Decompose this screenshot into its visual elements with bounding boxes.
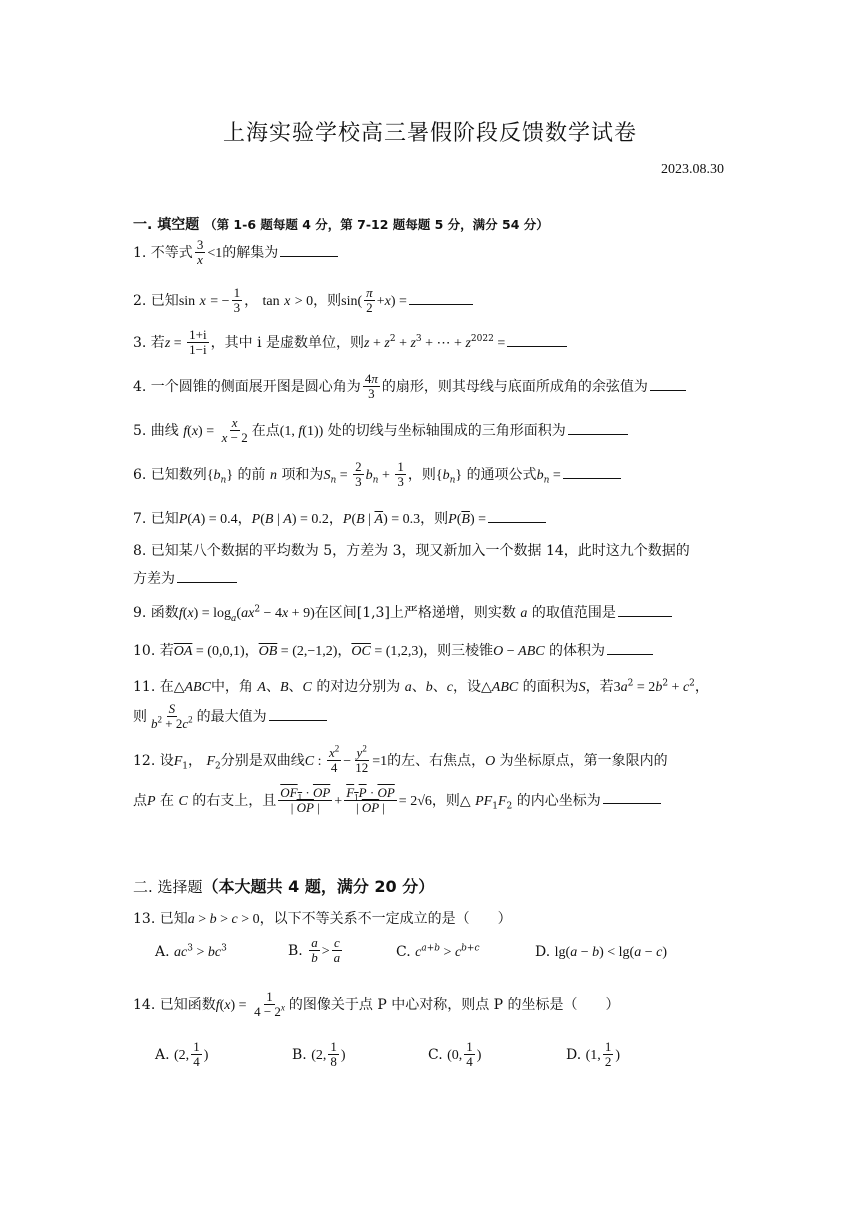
section2-title: 二. 选择题 (133, 878, 203, 896)
question-1: 1. 不等式 $\frac{3}{x}$ <1的解集为 (133, 238, 338, 268)
option-14-d[interactable]: D. (1, $\frac{1}{2}$ ) (566, 1039, 620, 1070)
section2-heading (133, 874, 434, 897)
answer-blank[interactable] (607, 654, 653, 655)
question-2: 2. 已知sin x = − $\frac{1}{3}$ ， tan x > 0，则sin( $\frac{\pi}{2}$ +x) = (133, 286, 473, 316)
question-6: 6. 已知数列$\{b_n\}$ 的前 n 项和为$S_n$ = $\frac{2}{3}$ $b_n$ + $\frac{1}{3}$ ，则$\{b_n\}$ 的通项公式$b_n$ = (133, 460, 621, 490)
answer-blank[interactable] (488, 522, 546, 523)
page-title: 上海实验学校高三暑假阶段反馈数学试卷 (222, 121, 637, 146)
question-3: 3. 若z = $\frac{1+i}{1-i}$ ，其中 i 是虚数单位，则$z + z^2 + z^3$ + ⋯ + $z^{2022}$ = (133, 328, 567, 358)
answer-blank[interactable] (269, 720, 327, 721)
answer-blank[interactable] (507, 346, 567, 347)
answer-blank[interactable] (650, 390, 686, 391)
question-10: 10. 若$\overline{OA} = (0,0,1)$，$\overline{OB} = (2,-1,2)$，$\overline{OC} = (1,2,3)$，则三棱锥O − ABC 的体积为 (133, 640, 653, 660)
option-13-d[interactable]: D. lg(a − b) < lg(a − c) (535, 944, 668, 960)
question-8: 8. 已知某八个数据的平均数为 5，方差为 3，现又新加入一个数据 14，此时这九个数据的 方差为 (133, 543, 690, 587)
question-4: 4. 一个圆锥的侧面展开图是圆心角为 $\frac{4\pi}{3}$ 的扇形，则其母线与底面所成角的余弦值为 (133, 372, 686, 402)
exam-date: 2023.08.30 (661, 162, 724, 177)
option-14-b[interactable]: B. (2, $\frac{1}{8}$ ) (292, 1039, 346, 1070)
option-14-a[interactable]: A. (2, $\frac{1}{4}$ ) (155, 1039, 209, 1070)
question-12: 12. 设$F_1$， $F_2$分别是双曲线C : $\frac{x^2}{4}$ − $\frac{y^2}{12}$ =1的左、右焦点，O 为坐标原点，第一象限内的 点P 在 C 的右支上，且 $\frac{OF_1 \cdot \overline{OP}}{| \overline{OP} |}$ + $\frac{F_1P \cdot \overline{OP}}{| \overline{OP} |}$ = 2√6，则△ $PF_1F_2$ 的内心坐标为 (133, 743, 668, 815)
section1-heading (133, 214, 549, 234)
question-14: 14. 已知函数f(x) = $\frac{1}{4 - 2^x}$ 的图像关于点 P 中心对称，则点 P 的坐标是（ ） (133, 989, 620, 1020)
answer-blank[interactable] (618, 616, 672, 617)
answer-blank[interactable] (563, 478, 621, 479)
section1-title: 一. 填空题 (133, 217, 200, 233)
answer-blank[interactable] (568, 434, 628, 435)
question-7: 7. 已知P(A) = 0.4，P(B | A) = 0.2，P(B | $\overline{A}) = 0.3$，则$P(\overline{B})$ = (133, 508, 546, 528)
answer-blank[interactable] (603, 803, 661, 804)
answer-blank[interactable] (177, 582, 237, 583)
question-5: 5. 曲线 f(x) = $\frac{x}{x - 2}$ 在点(1, f(1)) 处的切线与坐标轴围成的三角形面积为 (133, 416, 628, 446)
answer-blank[interactable] (280, 256, 338, 257)
option-13-b[interactable]: B. $\frac{a}{b}$ > $\frac{c}{a}$ (288, 935, 341, 966)
answer-blank[interactable] (409, 304, 473, 305)
option-14-c[interactable]: C. (0, $\frac{1}{4}$ ) (428, 1039, 482, 1070)
option-13-c[interactable]: C. $c^{a+b} > c^{b+c}$ (396, 943, 480, 960)
section1-note: （第 1-6 题每题 4 分，第 7-12 题每题 5 分，满分 54 分） (204, 217, 549, 232)
option-13-a[interactable]: A. $ac^3 > bc^3$ (155, 943, 227, 960)
question-11: 11. 在△ABC中，角 A、B、C 的对边分别为 a、b、c，设△ABC 的面积为S，若$3a^2 = 2b^2 + c^2$， 则 $\frac{S}{b^2 + 2c^2}$ 的最大值为 (133, 678, 709, 732)
question-9: 9. 函数$f(x) = \log_a(ax^2 - 4x + 9)$在区间[1,3]上严格递增，则实数 a 的取值范围是 (133, 602, 672, 622)
question-13: 13. 已知a > b > c > 0，以下不等关系不一定成立的是（ ） (133, 911, 512, 927)
section2-note: （本大题共 4 题，满分 20 分） (202, 877, 435, 896)
